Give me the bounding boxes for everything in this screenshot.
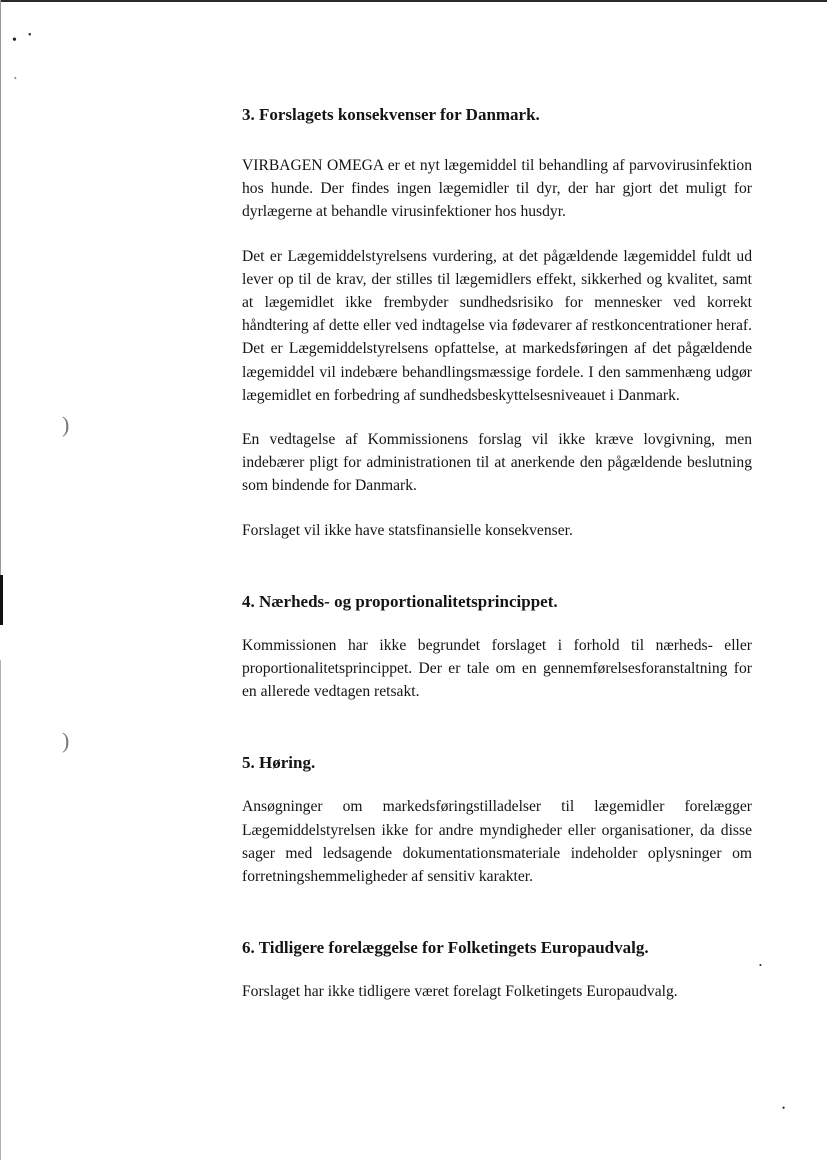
scan-speck: • xyxy=(782,1103,786,1113)
section-paragraph: Ansøgninger om markedsføringstilladelser til lægemidler forelægger Lægemiddelstyrelsen ikke for andre myndigheder eller organisationer, da disse sager med ledsagende dokumentationsmateriale indeholder oplysninger om forretningshemmeligheder af sensitiv karakter. xyxy=(242,798,752,886)
scan-left-edge-lower xyxy=(0,660,1,1160)
document-body xyxy=(242,103,752,1003)
scan-speck: ˛ xyxy=(14,69,18,80)
scan-left-edge-mark xyxy=(0,575,3,625)
scan-left-edge xyxy=(0,0,1,590)
scan-punch-hole-mark: ) xyxy=(62,412,70,437)
section-heading: 4. Nærheds- og proportionalitetsprincippet. xyxy=(242,591,558,611)
scan-speck: • xyxy=(12,33,17,48)
scan-top-border xyxy=(0,0,827,2)
section-heading: 3. Forslagets konsekvenser for Danmark. xyxy=(242,105,540,124)
section-paragraph: Kommissionen har ikke begrundet forslaget i forhold til nærheds- eller proportionalitetsprincippet. Der er tale om en gennemførelsesforanstaltning for en allerede vedtagen retsakt. xyxy=(242,636,752,701)
scan-punch-hole-mark: ) xyxy=(62,728,70,753)
section-paragraph: VIRBAGEN OMEGA er et nyt lægemiddel til behandling af parvovirusinfektion hos hunde. Der findes ingen lægemidler til dyr, der har gjort det muligt for dyrlægerne at behandle virusinfektioner hos husdyr. xyxy=(242,157,752,221)
section-heading: 5. Høring. xyxy=(242,753,316,773)
scan-speck: • xyxy=(28,30,32,41)
scan-speck: • xyxy=(759,961,762,970)
section-paragraph: Det er Lægemiddelstyrelsens vurdering, at det pågældende lægemiddel fuldt ud lever op til de krav, der stilles til lægemidlers effekt, sikkerhed og kvalitet, samt at lægemidlet ikke frembyder sundhedsrisiko for mennesker ved korrekt håndtering af dette eller ved indtagelse via fødevarer af restkoncentrationer heraf. Det er Lægemiddelstyrelsens opfattelse, at markedsføringen af det pågældende lægemiddel vil indebære behandlingsmæssige fordele. I den sammenhæng udgør lægemidlet en forbedring af sundhedsbeskyttelsesniveauet i Danmark. xyxy=(242,247,752,404)
section-paragraph: Forslaget har ikke tidligere været forelagt Folketingets Europaudvalg. xyxy=(242,983,678,1001)
section-paragraph: Forslaget vil ikke have statsfinansielle konsekvenser. xyxy=(242,521,573,539)
section-paragraph: En vedtagelse af Kommissionens forslag vil ikke kræve lovgivning, men indebærer pligt for administrationen til at anerkende den pågældende beslutning som bindende for Danmark. xyxy=(242,431,752,495)
section-heading: 6. Tidligere forelæggelse for Folketingets Europaudvalg. xyxy=(242,938,649,958)
